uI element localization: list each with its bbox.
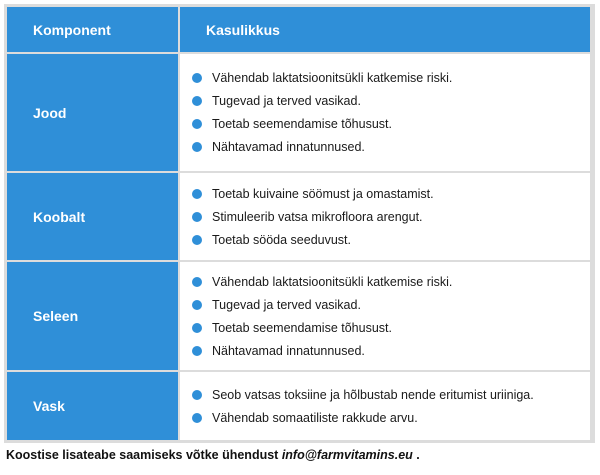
benefit-item	[192, 339, 590, 362]
benefit-text: Vähendab somaatiliste rakkude arvu.	[212, 410, 418, 425]
bullet-icon	[192, 300, 202, 310]
row-name-vask: Vask	[7, 372, 178, 440]
header-component: Komponent	[7, 7, 178, 52]
benefit-item	[192, 316, 590, 339]
bullet-icon	[192, 323, 202, 333]
bullet-icon	[192, 73, 202, 83]
row-name-seleen: Seleen	[7, 262, 178, 370]
footer-end: .	[412, 448, 420, 462]
bullet-icon	[192, 390, 202, 400]
contact-email-link[interactable]: info@farmvitamins.eu	[281, 448, 413, 462]
footer-text: Koostise lisateabe saamiseks võtke ühendust	[6, 448, 282, 462]
row-benefits-vask	[180, 372, 590, 440]
benefit-text: Vähendab laktatsioonitsükli katkemise riski.	[212, 71, 453, 85]
benefit-text: Nähtavamad innatunnused.	[212, 140, 365, 154]
row-benefits-seleen	[180, 262, 590, 370]
benefit-text: Tugevad ja terved vasikad.	[212, 94, 361, 108]
bullet-icon	[192, 142, 202, 152]
benefit-item	[192, 205, 590, 228]
bullet-icon	[192, 96, 202, 106]
bullet-icon	[192, 189, 202, 199]
benefit-item	[192, 270, 590, 293]
bullet-icon	[192, 277, 202, 287]
contact-footer	[6, 448, 420, 462]
benefit-text: Toetab seemendamise tõhusust.	[212, 320, 392, 335]
benefit-item	[192, 383, 590, 406]
row-benefits-koobalt	[180, 173, 590, 260]
bullet-icon	[192, 119, 202, 129]
header-benefit: Kasulikkus	[180, 7, 590, 52]
benefit-item	[192, 90, 590, 113]
benefit-text: Tugevad ja terved vasikad.	[212, 297, 361, 312]
benefit-text: Toetab seemendamise tõhusust.	[212, 117, 392, 131]
benefits-table	[4, 4, 595, 443]
benefit-text: Nähtavamad innatunnused.	[212, 343, 365, 358]
benefit-text: Vähendab laktatsioonitsükli katkemise riski.	[212, 274, 453, 289]
row-benefits-jood	[180, 54, 590, 171]
bullet-icon	[192, 346, 202, 356]
benefit-item	[192, 136, 590, 159]
benefit-item	[192, 293, 590, 316]
benefit-item	[192, 228, 590, 251]
benefit-text: Toetab sööda seeduvust.	[212, 232, 351, 247]
benefit-text: Toetab kuivaine söömust ja omastamist.	[212, 186, 434, 201]
bullet-icon	[192, 413, 202, 423]
benefit-item	[192, 113, 590, 136]
row-name-koobalt: Koobalt	[7, 173, 178, 260]
benefit-item	[192, 67, 590, 90]
benefit-list	[192, 67, 590, 159]
bullet-icon	[192, 235, 202, 245]
row-name-jood: Jood	[7, 54, 178, 171]
bullet-icon	[192, 212, 202, 222]
benefit-list	[192, 182, 590, 251]
benefit-text: Seob vatsas toksiine ja hõlbustab nende eritumist uriiniga.	[212, 387, 534, 402]
benefit-list	[192, 383, 590, 429]
benefit-item	[192, 182, 590, 205]
benefit-text: Stimuleerib vatsa mikrofloora arengut.	[212, 209, 423, 224]
benefit-list	[192, 270, 590, 362]
benefit-item	[192, 406, 590, 429]
